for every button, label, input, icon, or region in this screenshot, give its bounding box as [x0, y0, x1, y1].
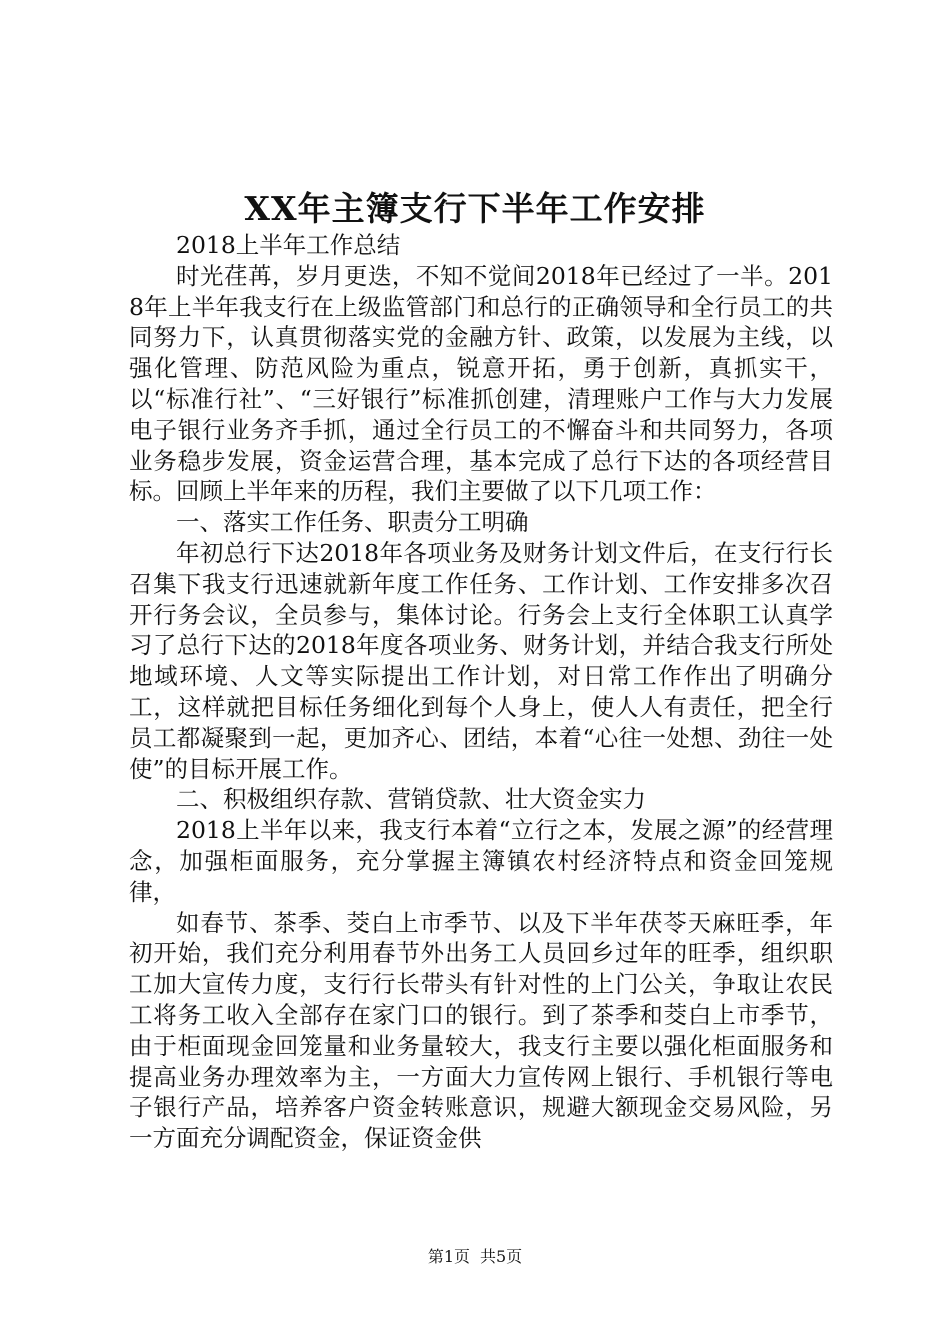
paragraph-section-2b: 如春节、茶季、茭白上市季节、以及下半年茯苓天麻旺季，年初开始，我们充分利用春节外出务工人员回乡过年的旺季，组织职工加大宣传力度，支行行长带头有针对性的上门公关，争取让农民工将务工收入全部存在家门口的银行。到了茶季和茭白上市季节，由于柜面现金回笼量和业务量较大，我支行主要以强化柜面服务和提高业务办理效率为主，一方面大力宣传网上银行、手机银行等电子银行产品，培养客户资金转账意识，规避大额现金交易风险，另一方面充分调配资金，保证资金供 — [129, 908, 833, 1153]
page-number: 第1页 — [427, 1247, 470, 1266]
page-footer — [0, 1246, 950, 1268]
section-heading-1: 一、落实工作任务、职责分工明确 — [176, 508, 529, 537]
document-body — [129, 230, 833, 1154]
section-heading-2: 二、积极组织存款、营销贷款、壮大资金实力 — [176, 785, 646, 814]
section-heading-summary: 2018上半年工作总结 — [176, 231, 401, 259]
document-title: XX年主簿支行下半年工作安排 — [244, 189, 706, 228]
page-total: 共5页 — [480, 1247, 523, 1266]
paragraph-intro: 时光荏苒，岁月更迭，不知不觉间2018年已经过了一半。2018年上半年我支行在上级监管部门和总行的正确领导和全行员工的共同努力下，认真贯彻落实党的金融方针、政策，以发展为主线，以强化管理、防范风险为重点，锐意开拓，勇于创新，真抓实干，以“标准行社”、“三好银行”标准抓创建，清理账户工作与大力发展电子银行业务齐手抓，通过全行员工的不懈奋斗和共同努力，各项业务稳步发展，资金运营合理，基本完成了总行下达的各项经营目标。回顾上半年来的历程，我们主要做了以下几项工作： — [129, 261, 833, 506]
paragraph-section-1: 年初总行下达2018年各项业务及财务计划文件后，在支行行长召集下我支行迅速就新年度工作任务、工作计划、工作安排多次召开行务会议，全员参与，集体讨论。行务会上支行全体职工认真学习了总行下达的2018年度各项业务、财务计划，并结合我支行所处地域环境、人文等实际提出工作计划，对日常工作作出了明确分工，这样就把目标任务细化到每个人身上，使人人有责任，把全行员工都凝聚到一起，更加齐心、团结，本着“心往一处想、劲往一处使”的目标开展工作。 — [129, 538, 833, 783]
paragraph-section-2a: 2018上半年以来，我支行本着“立行之本，发展之源”的经营理念，加强柜面服务，充分掌握主簿镇农村经济特点和资金回笼规律， — [129, 816, 833, 906]
